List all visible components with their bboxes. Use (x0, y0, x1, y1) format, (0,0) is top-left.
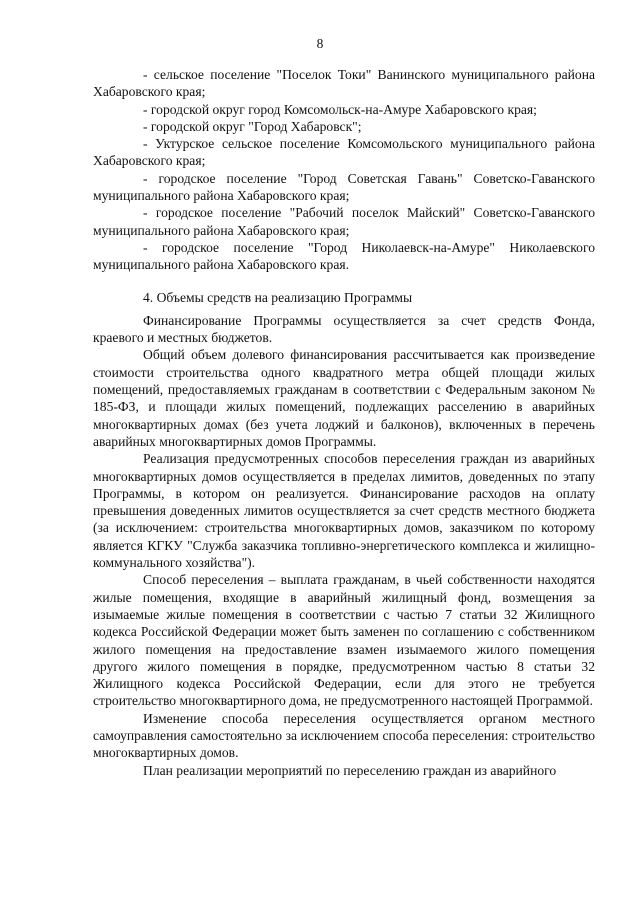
list-item: - городской округ "Город Хабаровск"; (143, 118, 362, 134)
paragraph: Изменение способа переселения осуществляется органом местного самоуправления самостоятельно за исключением способа переселения: строительство многоквартирных домов. (93, 710, 595, 761)
paragraph: Финансирование Программы осуществляется за счет средств Фонда, краевого и местных бюджетов. (93, 312, 595, 346)
paragraph: Реализация предусмотренных способов переселения граждан из аварийных многоквартирных домов осуществляется в пределах лимитов, доведенных по этапу Программы, в котором он реализуется. Финансирование расходов на оплату превышения доведенных лимитов осуществляется за счет средств местного бюджета (за исключением: строительства многоквартирных домов, заказчиком по которому является КГКУ "Служба заказчика топливно-энергетического комплекса и жилищно-коммунального хозяйства"). (93, 451, 595, 571)
section-heading: 4. Объемы средств на реализацию Программы (143, 289, 413, 305)
paragraph: Способ переселения – выплата гражданам, в чьей собственности находятся жилые помещения, входящие в аварийный жилищный фонд, возмещения за изымаемые жилые помещения в соответствии с частью 7 статьи 32 Жилищного кодекса Российской Федерации может быть заменен по соглашению с собственником жилого помещения на предоставление взамен изымаемого жилого помещения другого жилого помещения в порядке, предусмотренном частью 8 статьи 32 Жилищного кодекса Российской Федерации, если для этого не требуется строительство многоквартирного дома, не предусмотренного настоящей Программой. (93, 572, 595, 709)
document-body (93, 66, 595, 779)
list-item: - городское поселение "Город Советская Гавань" Советско-Гаванского муниципального района Хабаровского края; (93, 170, 595, 204)
paragraph: План реализации мероприятий по переселению граждан из аварийного (143, 762, 557, 778)
list-item: - городское поселение "Рабочий поселок Майский" Советско-Гаванского муниципального района Хабаровского края; (93, 205, 595, 238)
list-item: - сельское поселение "Поселок Токи" Ванинского муниципального района Хабаровского края; (93, 67, 595, 100)
list-item: - Уктурское сельское поселение Комсомольского муниципального района Хабаровского края; (93, 136, 595, 169)
list-item: - городской округ город Комсомольск-на-Амуре Хабаровского края; (143, 101, 537, 117)
list-item: - городское поселение "Город Николаевск-на-Амуре" Николаевского муниципального района Хабаровского края. (93, 239, 595, 273)
paragraph: Общий объем долевого финансирования рассчитывается как произведение стоимости строительства одного квадратного метра общей площади жилых помещений, предоставляемых гражданам в соответствии с Федеральным законом № 185-ФЗ, и площади жилых помещений, подлежащих расселению в аварийных многоквартирных домах (без учета лоджий и балконов), включенных в перечень аварийных многоквартирных домов Программы. (93, 347, 595, 449)
page-number: 8 (316, 36, 324, 51)
